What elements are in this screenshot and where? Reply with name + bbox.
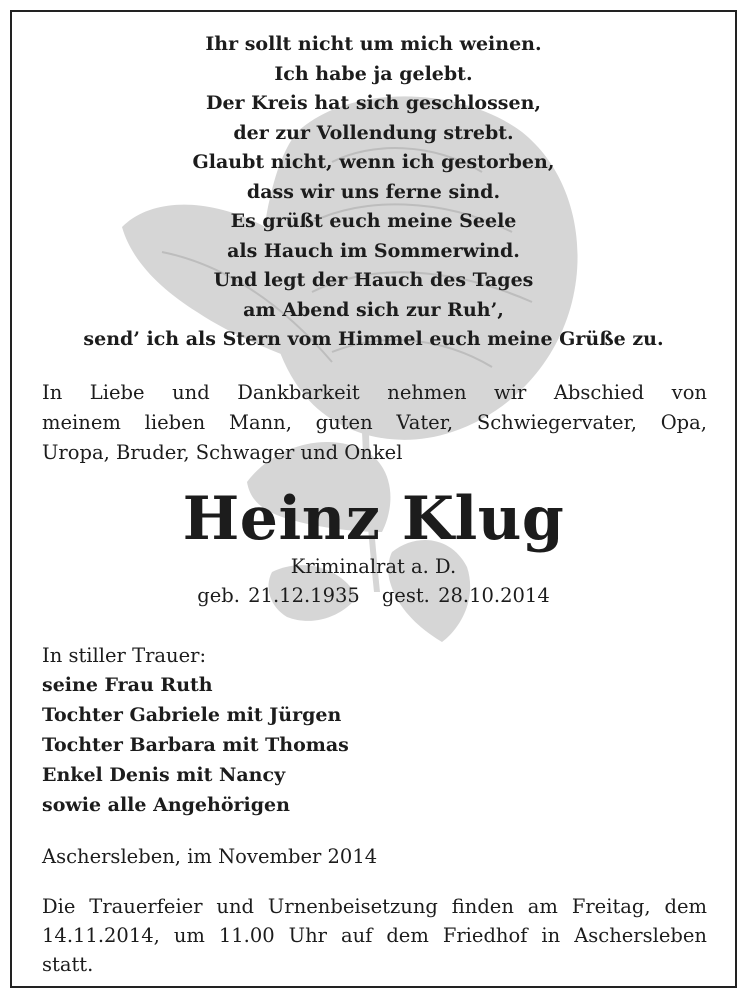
place-date: Aschersleben, im November 2014 xyxy=(42,845,378,868)
poem-line: als Hauch im Sommerwind. xyxy=(227,239,520,262)
mourners-label: In stiller Trauer: xyxy=(42,644,207,667)
poem-line: dass wir uns ferne sind. xyxy=(246,180,501,203)
poem-line: Ihr sollt nicht um mich weinen. xyxy=(205,33,542,55)
mourner-entry: seine Frau Ruth xyxy=(42,674,213,696)
poem xyxy=(12,30,735,355)
funeral-info xyxy=(42,892,707,979)
mourner-entry: Tochter Gabriele mit Jürgen xyxy=(42,704,342,726)
birth-date: geb. 21.12.1935 xyxy=(197,584,360,607)
funeral-line: 14.11.2014, um 11.00 Uhr auf dem Friedhof in Aschersleben xyxy=(42,924,707,947)
poem-line: der zur Vollendung strebt. xyxy=(233,121,514,144)
poem-line: Der Kreis hat sich geschlossen, xyxy=(205,92,541,114)
poem-line: Glaubt nicht, wenn ich gestorben, xyxy=(192,151,555,173)
poem-line: am Abend sich zur Ruh’, xyxy=(243,298,504,321)
deceased-name: Heinz Klug xyxy=(182,484,565,554)
poem-line: Ich habe ja gelebt. xyxy=(274,62,473,85)
death-date: gest. 28.10.2014 xyxy=(381,584,550,607)
life-dates xyxy=(12,582,735,610)
farewell-text xyxy=(42,378,707,468)
obituary-notice xyxy=(10,10,737,988)
poem-line: Es grüßt euch meine Seele xyxy=(230,210,517,232)
farewell-line: Uropa, Bruder, Schwager und Onkel xyxy=(42,441,403,464)
deceased-title: Kriminalrat a. D. xyxy=(290,555,457,578)
poem-line: Und legt der Hauch des Tages xyxy=(213,269,534,291)
mourner-entry: sowie alle Angehörigen xyxy=(42,794,290,816)
farewell-line: In Liebe und Dankbarkeit nehmen wir Abschied von xyxy=(42,381,707,404)
mourner-entry: Tochter Barbara mit Thomas xyxy=(42,734,349,756)
poem-line: send’ ich als Stern vom Himmel euch meine Grüße zu. xyxy=(83,328,664,350)
mourner-entry: Enkel Denis mit Nancy xyxy=(42,764,286,786)
farewell-line: meinem lieben Mann, guten Vater, Schwiegervater, Opa, xyxy=(42,411,707,434)
funeral-line: statt. xyxy=(42,953,94,976)
mourners-list xyxy=(42,670,349,820)
funeral-line: Die Trauerfeier und Urnenbeisetzung finden am Freitag, dem xyxy=(42,895,707,918)
